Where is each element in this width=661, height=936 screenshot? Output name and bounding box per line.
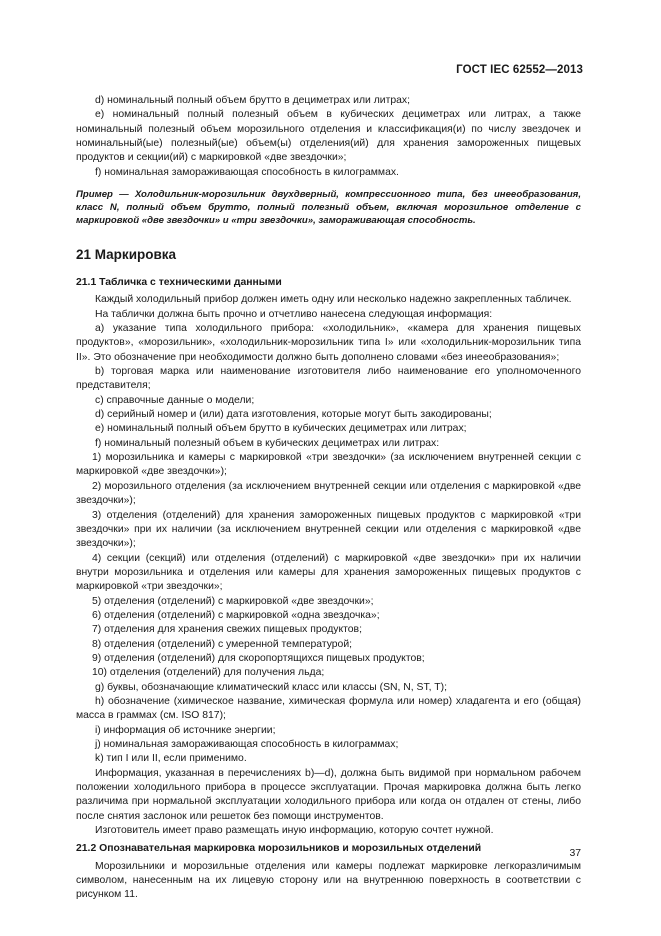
paragraph-freezer-marking: Морозильники и морозильные отделения или камеры подлежат маркировке легкоразличимым символом, нанесенным на их лицевую сторону или на внутреннюю поверхность в соответствии с рисунком 11. [76, 860, 581, 901]
example-text: Пример — Холодильник-морозильник двухдверный, компрессионного типа, без инееобразования, класс N, полный объем брутто, полный полезный объем, включая морозильное отделение с маркировкой «две звездочки» и «три звездочки», замораживающая способность. [76, 189, 581, 227]
paragraph-manufacturer: Изготовитель имеет право размещать иную информацию, которую сочтет нужной. [95, 825, 494, 837]
section-title: 21 Маркировка [76, 246, 177, 262]
sub-item-f10: 10) отделения (отделений) для получения льда; [92, 667, 325, 679]
sub-item-f5: 5) отделения (отделений) с маркировкой «две звездочки»; [92, 595, 374, 607]
subsection-21-1-title: 21.1 Табличка с техническими данными [76, 277, 282, 289]
top-item-e: e) номинальный полный полезный объем в кубических дециметрах или литрах, а также номинальный полезный объем морозильного отделения и классификация(и) по числу звездочек и номинальный(ые) полезный(ые) объем(ы) отделения(ий) для хранения замороженных пищевых продуктов и секции(ий) с маркировкой «две звездочки»; [76, 109, 581, 164]
list-item-a: a) указание типа холодильного прибора: «холодильник», «камера для хранения пищевых продуктов», «морозильник», «холодильник-морозильник типа I» или «холодильник-морозильник типа II». Это обозначение при необходимости должно быть дополнено словами «без инееобразования»; [76, 323, 581, 363]
list-item-f: f) номинальный полезный объем в кубических дециметрах или литрах: [95, 437, 440, 449]
list-item-g: g) буквы, обозначающие климатический класс или классы (SN, N, ST, T); [95, 681, 447, 693]
paragraph-visibility: Информация, указанная в перечислениях b)—d), должна быть видимой при нормальном рабочем положении холодильного прибора в процессе эксплуатации. Прочая маркировка должна быть легко различима при нормальной эксплуатации холодильного прибора или когда он отдален от стены, либо после снятия заслонок или решеток без помощи инструментов. [76, 767, 581, 822]
list-item-j: j) номинальная замораживающая способность в килограммах; [95, 739, 399, 751]
sub-item-f1: 1) морозильника и камеры с маркировкой «три звездочки» (за исключением внутренней секции с маркировкой «две звездочки»); [76, 452, 581, 478]
list-item-d: d) серийный номер и (или) дата изготовления, которые могут быть закодированы; [95, 409, 492, 421]
sub-item-f2: 2) морозильного отделения (за исключением внутренней секции или отделения с маркировкой «две звездочки»); [76, 480, 581, 507]
list-item-b: b) торговая марка или наименование изготовителя либо наименование его уполномоченного представителя; [76, 366, 581, 392]
paragraph-intro-2: На таблички должна быть прочно и отчетливо нанесена следующая информация: [95, 308, 493, 320]
list-item-e: e) номинальный полный объем брутто в кубических дециметрах или литрах; [95, 423, 467, 435]
subsection-21-2-title: 21.2 Опознавательная маркировка морозильников и морозильных отделений [76, 843, 482, 855]
list-item-k: k) тип I или II, если применимо. [95, 753, 247, 765]
sub-item-f9: 9) отделения (отделений) для скоропортящихся пищевых продуктов; [92, 652, 425, 664]
top-item-d: d) номинальный полный объем брутто в дециметрах или литрах; [95, 95, 410, 106]
sub-item-f3: 3) отделения (отделений) для хранения замороженных пищевых продуктов с маркировкой «три звездочки» при их наличии (за исключением внутренней секции или отделения с маркировкой «две звездочки»); [76, 509, 581, 550]
top-item-f: f) номинальная замораживающая способность в килограммах. [95, 166, 399, 178]
sub-item-f8: 8) отделения (отделений) с умеренной температурой; [92, 638, 353, 650]
sub-item-f4: 4) секции (секций) или отделения (отделений) с маркировкой «две звездочки» при их наличии внутри морозильника и отделения или камеры для хранения замороженных пищевых продуктов с маркировкой «три звездочки»; [76, 552, 581, 593]
sub-item-f6: 6) отделения (отделений) с маркировкой «одна звездочка»; [92, 609, 380, 621]
document-body [76, 94, 581, 903]
standard-code-header: ГОСТ IEC 62552—2013 [456, 64, 583, 76]
sub-item-f7: 7) отделения для хранения свежих пищевых продуктов; [92, 624, 362, 636]
list-item-c: c) справочные данные о модели; [95, 394, 255, 406]
list-item-h: h) обозначение (химическое название, химическая формула или номер) хладагента и его (общая) масса в граммах (см. ISO 817); [76, 695, 581, 722]
paragraph-intro-1: Каждый холодильный прибор должен иметь одну или несколько надежно закрепленных табличек. [95, 294, 572, 306]
list-item-i: i) информация об источнике энергии; [95, 724, 276, 736]
page-number: 37 [569, 848, 581, 859]
